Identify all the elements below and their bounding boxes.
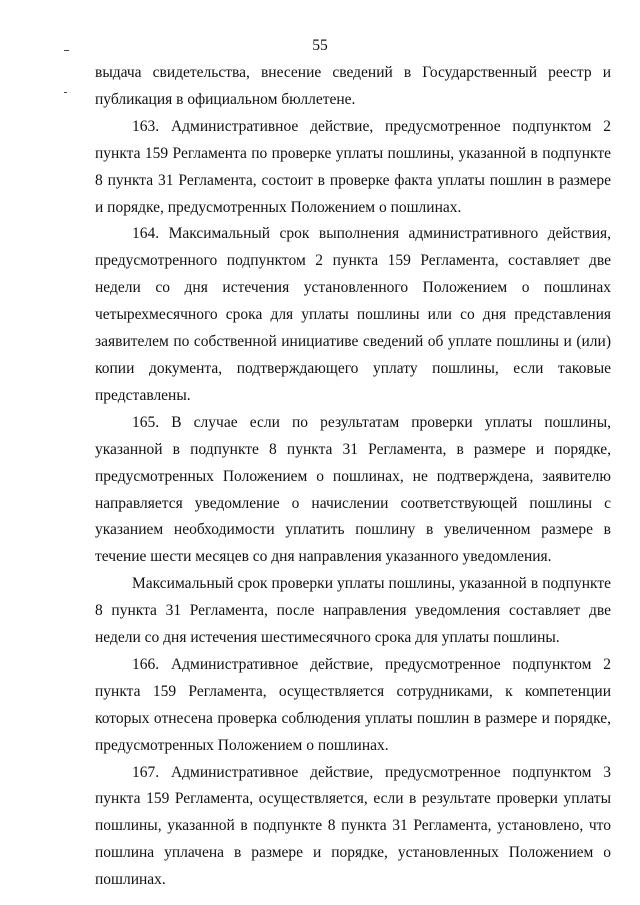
page-body [95, 60, 611, 894]
paragraph-163: 163. Административное действие, предусмотренное подпунктом 2 пункта 159 Регламента по проверке уплаты пошлины, указанной в подпункте 8 пункта 31 Регламента, состоит в проверке факта уплаты пошлин в размере и порядке, предусмотренных Положением о пошлинах. [95, 117, 611, 216]
paragraph-165-cont: Максимальный срок проверки уплаты пошлины, указанной в подпункте 8 пункта 31 Регламента, после направления уведомления составляет две недели со дня истечения шестимесячного срока для уплаты пошлины. [95, 575, 611, 647]
page-number: 55 [312, 37, 328, 54]
paragraph-167: 167. Административное действие, предусмотренное подпунктом 3 пункта 159 Регламента, осуществляется, если в результате проверки уплаты пошлины, указанной в подпункте 8 пункта 31 Регламента, установлено, что пошлина уплачена в размере и порядке, установленных Положением о пошлинах. [95, 763, 611, 889]
paragraph-166: 166. Административное действие, предусмотренное подпунктом 2 пункта 159 Регламента, осуществляется сотрудниками, к компетенции которых отнесена проверка соблюдения уплаты пошлин в размере и порядке, предусмотренных Положением о пошлинах. [95, 655, 611, 754]
paragraph-164: 164. Максимальный срок выполнения административного действия, предусмотренного подпунктом 2 пункта 159 Регламента, составляет две недели со дня истечения установленного Положением о пошлинах четырехмесячного срока для уплаты пошлины или со дня представления заявителем по собственной инициативе сведений об уплате пошлины и (или) копии документа, подтверждающего уплату пошлины, если таковые представлены. [95, 225, 611, 404]
paragraph-continuation: выдача свидетельства, внесение сведений в Государственный реестр и публикация в официальном бюллетене. [95, 64, 611, 108]
paragraph-165: 165. В случае если по результатам проверки уплаты пошлины, указанной в подпункте 8 пункта 31 Регламента, в размере и порядке, предусмотренных Положением о пошлинах, не подтверждена, заявителю направляется уведомление о начислении соответствующей пошлины с указанием необходимости уплатить пошлину в увеличенном размере в течение шести месяцев со дня направления указанного уведомления. [95, 413, 611, 566]
scan-mark-left [64, 92, 67, 93]
